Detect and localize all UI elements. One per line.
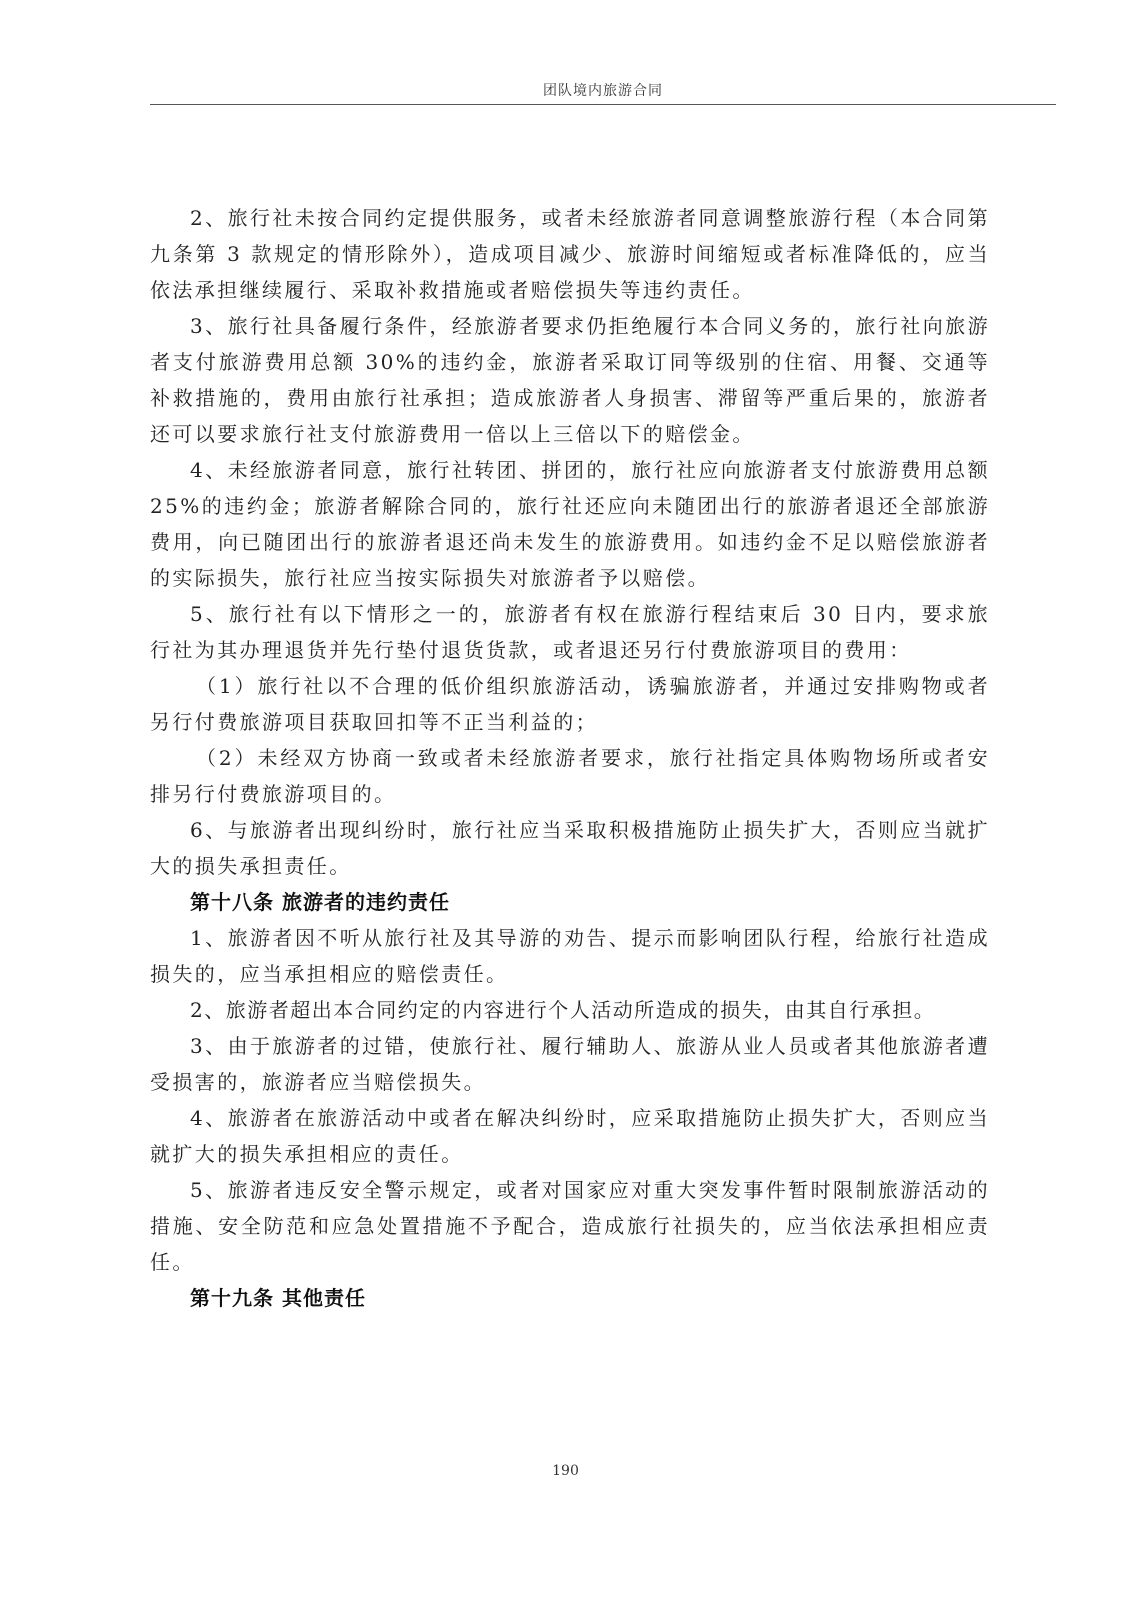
sub-clause-paragraph: （2）未经双方协商一致或者未经旅游者要求，旅行社指定具体购物场所或者安排另行付费旅游项目的。 bbox=[150, 746, 990, 806]
clause-paragraph: 4、未经旅游者同意，旅行社转团、拼团的，旅行社应向旅游者支付旅游费用总额 25%的违约金；旅游者解除合同的，旅行社还应向未随团出行的旅游者退还全部旅游费用，向已随团出行的旅游者退还尚未发生的旅游费用。如违约金不足以赔偿旅游者的实际损失，旅行社应当按实际损失对旅游者予以赔偿。 bbox=[150, 458, 990, 590]
document-header-title: 团队境内旅游合同 bbox=[543, 83, 663, 99]
clause-paragraph: 2、旅行社未按合同约定提供服务，或者未经旅游者同意调整旅游行程（本合同第九条第 3 款规定的情形除外），造成项目减少、旅游时间缩短或者标准降低的，应当依法承担继续履行、采取补救措施或者赔偿损失等违约责任。 bbox=[150, 206, 990, 302]
page-number: 190 bbox=[552, 1463, 579, 1479]
clause-paragraph: 4、旅游者在旅游活动中或者在解决纠纷时，应采取措施防止损失扩大，否则应当就扩大的损失承担相应的责任。 bbox=[150, 1106, 990, 1166]
clause-paragraph: 5、旅游者违反安全警示规定，或者对国家应对重大突发事件暂时限制旅游活动的措施、安全防范和应急处置措施不予配合，造成旅行社损失的，应当依法承担相应责任。 bbox=[150, 1178, 990, 1274]
clause-paragraph: 6、与旅游者出现纠纷时，旅行社应当采取积极措施防止损失扩大，否则应当就扩大的损失承担责任。 bbox=[150, 818, 990, 878]
sub-clause-paragraph: （1）旅行社以不合理的低价组织旅游活动，诱骗旅游者，并通过安排购物或者另行付费旅游项目获取回扣等不正当利益的； bbox=[150, 674, 990, 734]
article-heading: 第十八条 旅游者的违约责任 bbox=[190, 890, 450, 914]
article-heading: 第十九条 其他责任 bbox=[190, 1286, 366, 1310]
clause-paragraph: 1、旅游者因不听从旅行社及其导游的劝告、提示而影响团队行程，给旅行社造成损失的，应当承担相应的赔偿责任。 bbox=[150, 926, 990, 986]
document-body bbox=[150, 200, 990, 1316]
clause-paragraph: 3、由于旅游者的过错，使旅行社、履行辅助人、旅游从业人员或者其他旅游者遭受损害的，旅游者应当赔偿损失。 bbox=[150, 1034, 990, 1094]
clause-paragraph: 5、旅行社有以下情形之一的，旅游者有权在旅游行程结束后 30 日内，要求旅行社为其办理退货并先行垫付退货货款，或者退还另行付费旅游项目的费用： bbox=[150, 602, 990, 662]
clause-paragraph: 3、旅行社具备履行条件，经旅游者要求仍拒绝履行本合同义务的，旅行社向旅游者支付旅游费用总额 30%的违约金，旅游者采取订同等级别的住宿、用餐、交通等补救措施的，费用由旅行社承担；造成旅游者人身损害、滞留等严重后果的，旅游者还可以要求旅行社支付旅游费用一倍以上三倍以下的赔偿金。 bbox=[150, 314, 990, 446]
header-divider bbox=[150, 104, 1056, 105]
clause-paragraph: 2、旅游者超出本合同约定的内容进行个人活动所造成的损失，由其自行承担。 bbox=[190, 998, 936, 1022]
